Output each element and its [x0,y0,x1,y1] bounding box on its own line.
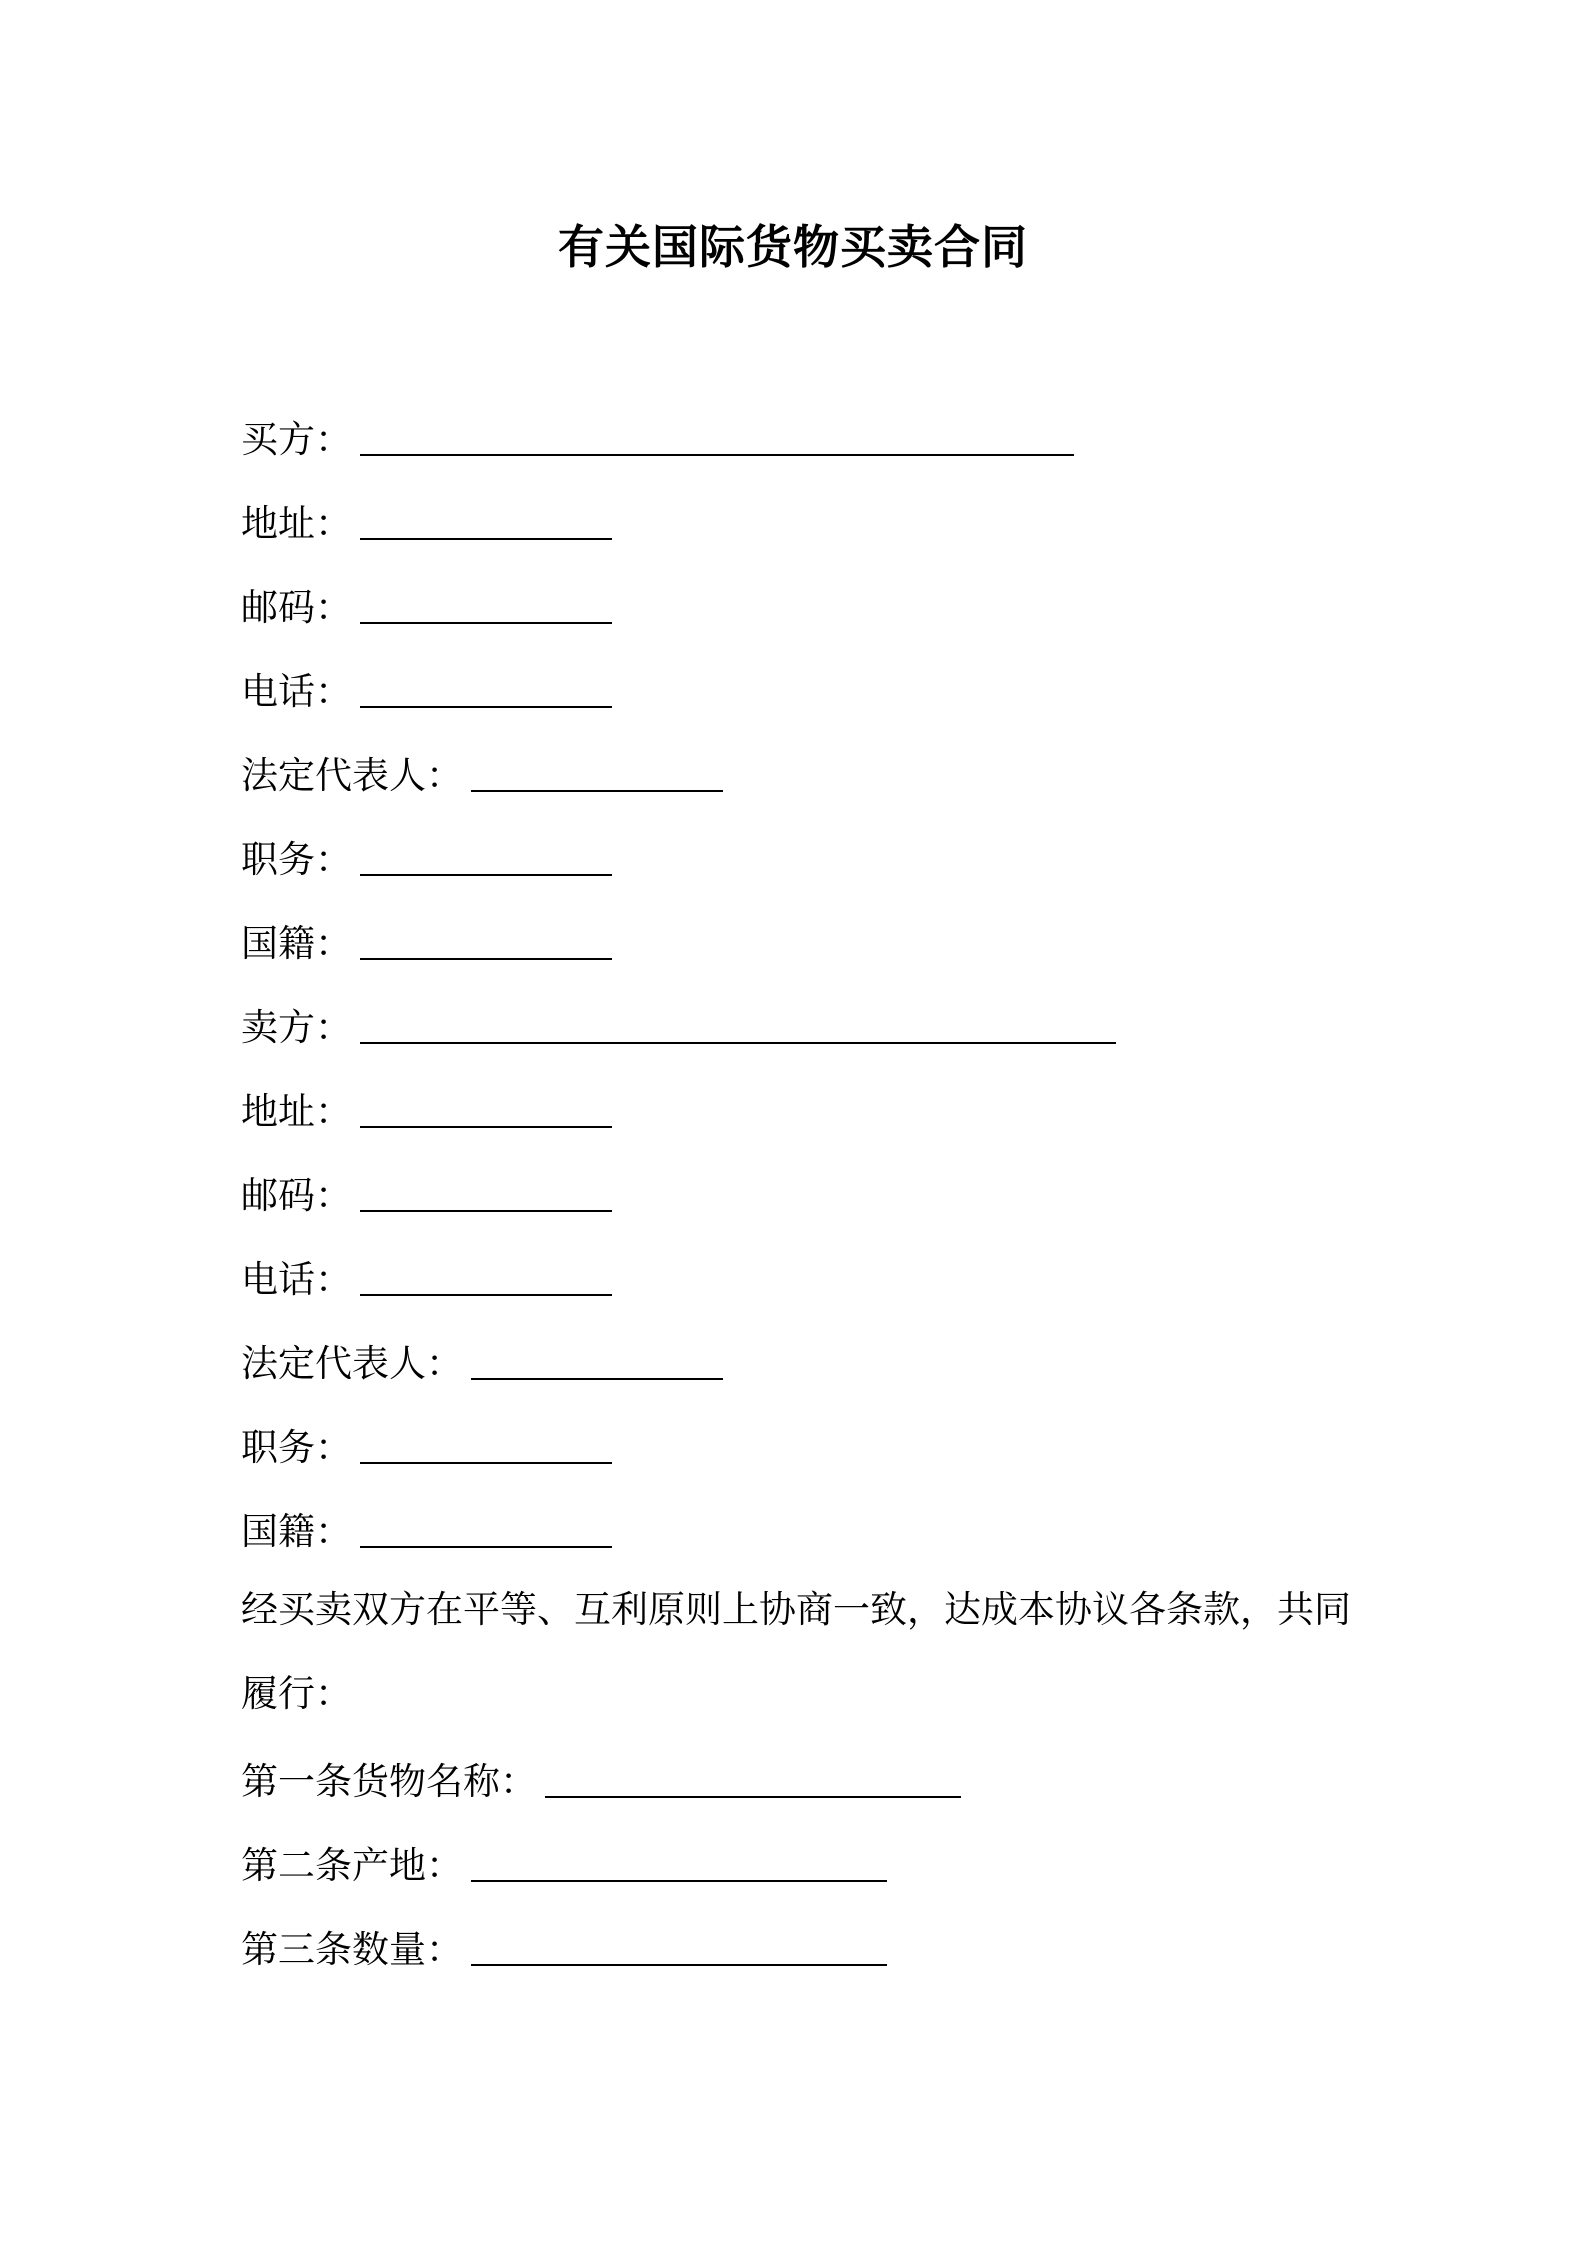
article-3-field [241,1920,887,1980]
buyer-position-blank[interactable] [360,830,612,876]
article-2-field [241,1836,887,1896]
seller-name-field [241,998,1116,1058]
buyer-legal-rep-label: 法定代表人： [241,754,463,797]
seller-nationality-blank[interactable] [360,1502,612,1548]
seller-phone-field [241,1250,612,1310]
document-title: 有关国际货物买卖合同 [558,220,1028,274]
seller-postcode-blank[interactable] [360,1166,612,1212]
buyer-postcode-field [241,578,612,638]
seller-legal-rep-blank[interactable] [471,1334,723,1380]
buyer-position-field [241,830,612,890]
buyer-phone-field [241,662,612,722]
buyer-name-label: 买方： [241,418,352,461]
seller-postcode-field [241,1166,612,1226]
article-1-label: 第一条货物名称： [241,1760,537,1803]
buyer-address-blank[interactable] [360,494,612,540]
buyer-legal-rep-field [241,746,723,806]
seller-nationality-label: 国籍： [241,1510,352,1553]
seller-legal-rep-label: 法定代表人： [241,1342,463,1385]
seller-position-blank[interactable] [360,1418,612,1464]
preamble-line-1: 经买卖双方在平等、互利原则上协商一致，达成本协议各条款，共同 [241,1588,1351,1631]
buyer-address-field [241,494,612,554]
article-3-blank[interactable] [471,1920,887,1966]
buyer-name-field [241,410,1074,470]
seller-nationality-field [241,1502,612,1562]
buyer-nationality-field [241,914,612,974]
article-2-label: 第二条产地： [241,1844,463,1887]
seller-legal-rep-field [241,1334,723,1394]
buyer-phone-blank[interactable] [360,662,612,708]
seller-postcode-label: 邮码： [241,1174,352,1217]
buyer-nationality-label: 国籍： [241,922,352,965]
buyer-postcode-label: 邮码： [241,586,352,629]
seller-address-field [241,1082,612,1142]
article-1-blank[interactable] [545,1752,961,1798]
buyer-name-blank[interactable] [360,410,1074,456]
buyer-position-label: 职务： [241,838,352,881]
buyer-address-label: 地址： [241,502,352,545]
seller-address-label: 地址： [241,1090,352,1133]
article-2-blank[interactable] [471,1836,887,1882]
seller-position-label: 职务： [241,1426,352,1469]
seller-phone-label: 电话： [241,1258,352,1301]
buyer-postcode-blank[interactable] [360,578,612,624]
seller-name-label: 卖方： [241,1006,352,1049]
seller-address-blank[interactable] [360,1082,612,1128]
buyer-legal-rep-blank[interactable] [471,746,723,792]
buyer-phone-label: 电话： [241,670,352,713]
article-3-label: 第三条数量： [241,1928,463,1971]
seller-phone-blank[interactable] [360,1250,612,1296]
seller-position-field [241,1418,612,1478]
article-1-field [241,1752,961,1812]
preamble-line-2: 履行： [241,1672,352,1715]
seller-name-blank[interactable] [360,998,1116,1044]
buyer-nationality-blank[interactable] [360,914,612,960]
